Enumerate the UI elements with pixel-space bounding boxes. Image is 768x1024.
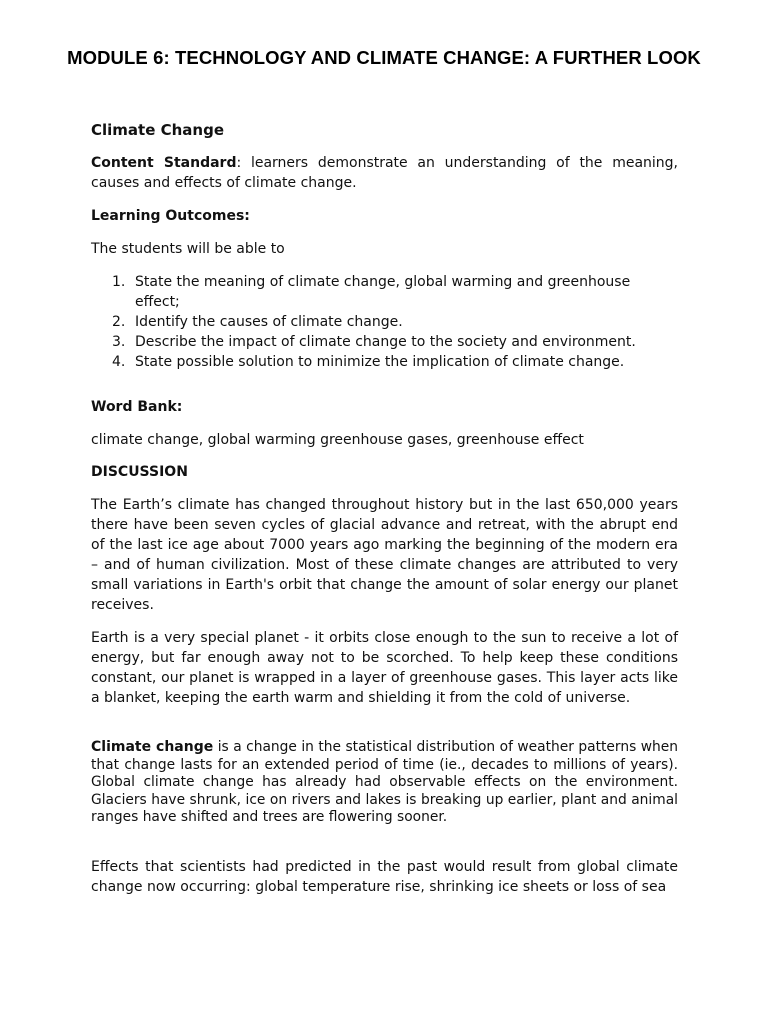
discussion-paragraph-3: Climate change is a change in the statistical distribution of weather patterns when that change lasts for an extended period of time (ie., decades to millions of years). Global climate change has already had observable effects on the environment. Glaciers have shrunk, ice on rivers and lakes is breaking up earlier, plant and animal ranges have shifted and trees are flowering sooner. [91,739,679,825]
content-standard-label: Content Standard [91,155,237,171]
list-item: 2. Identify the causes of climate change. [112,314,403,330]
module-title: MODULE 6: TECHNOLOGY AND CLIMATE CHANGE: A FURTHER LOOK [67,47,701,68]
list-item: 3. Describe the impact of climate change to the society and environment. [112,334,636,350]
learning-outcomes-heading: Learning Outcomes: [91,208,250,224]
section-heading: Climate Change [91,121,225,139]
word-bank-text: climate change, global warming greenhouse gases, greenhouse effect [91,432,584,448]
discussion-paragraph-4: Effects that scientists had predicted in the past would result from global climate change now occurring: global temperature rise, shrinking ice sheets or loss of sea [91,859,678,895]
content-standard [91,153,678,193]
learning-outcomes-list [91,272,678,372]
list-item: 4. State possible solution to minimize the implication of climate change. [112,354,625,370]
discussion-heading: DISCUSSION [91,464,188,480]
discussion-paragraph-1: The Earth’s climate has changed throughout history but in the last 650,000 years there have been seven cycles of glacial advance and retreat, with the abrupt end of the last ice age about 7000 years ago marking the beginning of the modern era – and of human civilization. Most of these climate changes are attributed to very small variations in Earth's orbit that change the amount of solar energy our planet receives. [91,497,678,613]
word-bank-heading: Word Bank: [91,399,183,415]
list-item: 1. State the meaning of climate change, global warming and greenhouse effect; [112,274,631,310]
learning-outcomes-intro: The students will be able to [91,241,285,257]
discussion-paragraph-2: Earth is a very special planet - it orbits close enough to the sun to receive a lot of energy, but far enough away not to be scorched. To help keep these conditions constant, our planet is wrapped in a layer of greenhouse gases. This layer acts like a blanket, keeping the earth warm and shielding it from the cold of universe. [91,630,678,706]
climate-change-term: Climate change [91,739,214,755]
content-standard-text: : learners demonstrate an understanding of the meaning, causes and effects of climate change. [91,155,678,191]
